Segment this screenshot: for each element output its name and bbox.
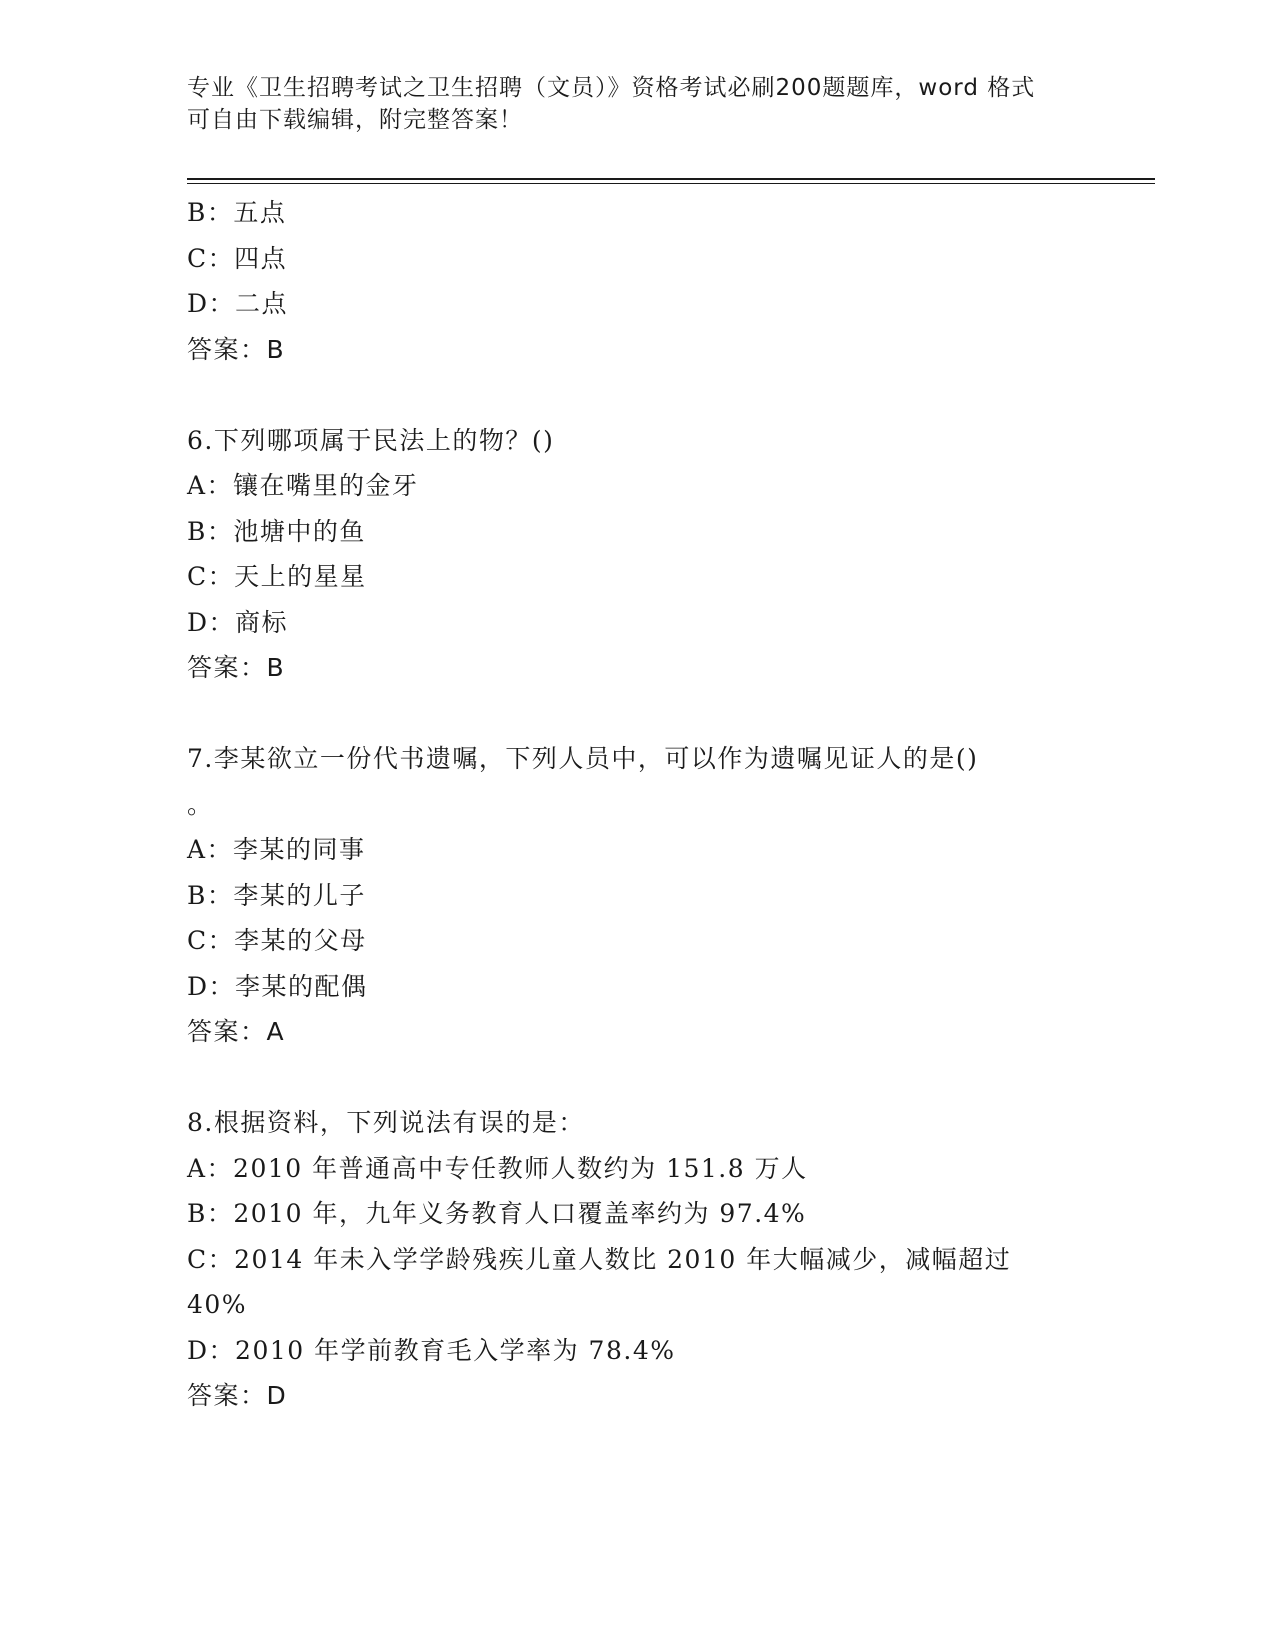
option-c: C：四点 (187, 243, 288, 273)
option-b: B：李某的儿子 (187, 880, 366, 910)
option-a: A：李某的同事 (187, 835, 366, 864)
option-c: C：天上的星星 (187, 562, 367, 591)
header-divider-thick (187, 178, 1155, 180)
question-text-line-1: 7.李某欲立一份代书遗嘱，下列人员中，可以作为遗嘱见证人的是() (187, 744, 979, 773)
question-text: 8.根据资料，下列说法有误的是： (187, 1108, 585, 1137)
option-d: D：2010 年学前教育毛入学率为 78.4% (187, 1335, 676, 1365)
question-6 (187, 418, 1087, 691)
spacer (187, 372, 1087, 418)
option-b: B：池塘中的鱼 (187, 516, 366, 546)
question-text: 6.下列哪项属于民法上的物？() (187, 425, 555, 455)
option-d: D：二点 (187, 289, 289, 318)
question-list (187, 190, 1087, 1419)
header-divider-thin (187, 183, 1155, 184)
answer-line: 答案：D (187, 1381, 288, 1410)
question-8 (187, 1100, 1087, 1419)
option-a: A：镶在嘴里的金牙 (187, 471, 419, 500)
question-text-line-2: 。 (187, 789, 214, 819)
spacer (187, 1055, 1087, 1101)
option-b: B：2010 年，九年义务教育人口覆盖率约为 97.4% (187, 1199, 807, 1228)
answer-line: 答案：B (187, 653, 286, 682)
answer-line: 答案：B (187, 334, 286, 364)
option-d: D：商标 (187, 607, 289, 637)
document-header (187, 72, 1087, 136)
option-a: A：2010 年普通高中专任教师人数约为 151.8 万人 (187, 1153, 808, 1183)
option-c-line-1: C：2014 年未入学学龄残疾儿童人数比 2010 年大幅减少，减幅超过 (187, 1244, 1012, 1274)
option-b: B：五点 (187, 198, 287, 227)
spacer (187, 691, 1087, 737)
header-title-line-1: 专业《卫生招聘考试之卫生招聘（文员）》资格考试必刷200题题库，word 格式 (187, 75, 1036, 101)
option-c: C：李某的父母 (187, 926, 367, 955)
question-7 (187, 736, 1087, 1055)
answer-line: 答案：A (187, 1017, 286, 1046)
question-5 (187, 190, 1087, 372)
option-d: D：李某的配偶 (187, 971, 368, 1001)
header-title-line-2: 可自由下载编辑，附完整答案！ (187, 107, 523, 133)
option-c-line-2: 40% (187, 1290, 248, 1319)
